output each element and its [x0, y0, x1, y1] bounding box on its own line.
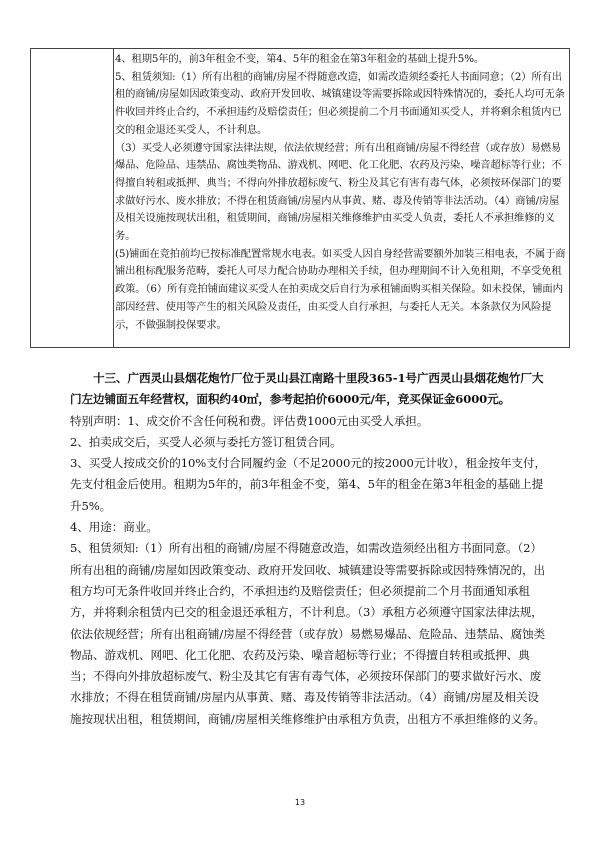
clause-contract: 2、拍卖成交后，买受人必须与委托方签订租赁合同。 [70, 434, 342, 449]
table-terms-cell [115, 51, 567, 334]
table-column-divider [113, 49, 114, 347]
clause-lease-notice: 5、租赁须知:（1）所有出租的商铺/房屋不得随意改造，如需改造须经出租方书面同意。（2）所有出租的商铺/房屋如因政策变动、政府开发回收、城镇建设等需要拆除或因特殊情况的，出租方均可无条件收回并终止合约，不承担违约及赔偿责任；但必须提前二个月书面通知承租方，并将剩余租赁内已交的租金退还承租方，不计利息。（3）承租方必须遵守国家法律法规，依法依规经营；所有出租商铺/房屋不得经营（或存放）易燃易爆品、危险品、违禁品、腐蚀类物品、游戏机、网吧、化工化肥、农药及污染、噪音超标等行业；不得擅自转租或抵押、典当；不得向外排放超标废气、粉尘及其它有害有毒气体，必须按环保部门的要求做好污水、废水排放；不得在租赁商铺/房屋内从事黄、赌、毒及传销等非法活动。（4）商铺/房屋及相关设施按现状出租，租赁期间，商铺/房屋相关维修维护由承租方负责，出租方不承担维修的义务。 [70, 541, 546, 726]
special-statement: 特别声明：1、成交价不含任何税和费。评估费1000元由买受人承担。 [70, 413, 429, 428]
clause-usage: 4、用途：商业。 [70, 520, 158, 535]
terms-table [30, 48, 570, 348]
term-rent-increase: 4、租期5年的，前3年租金不变，第4、5年的租金在第3年租金的基础上提升5%。 [115, 53, 484, 65]
page-number: 13 [294, 798, 306, 807]
term-legal-compliance: （3）买受人必须遵守国家法律法规，依法依规经营；所有出租商铺/房屋不得经营（或存放）易燃易爆品、危险品、违禁品、腐蚀类物品、游戏机、网吧、化工化肥、农药及污染、噪音超标等行业；不得擅自转租或抵押、典当；不得向外排放超标废气、粉尘及其它有害有毒气体，必须按环保部门的要求做好污水、废水排放；不得在租赁商铺/房屋内从事黄、赌、毒及传销等非法活动。（4）商铺/房屋及相关设施按现状出租，租赁期间，商铺/房屋相关维修维护由买受人负责，委托人不承担维修的义务。 [115, 141, 562, 243]
term-lease-notice: 5、租赁须知:（1）所有出租的商铺/房屋不得随意改造，如需改造须经委托人书面同意；（2）所有出租的商铺/房屋如因政策变动、政府开发回收、城镇建设等需要拆除或因特殊情况的，委托人均可无条件收回并终止合约，不承担违约及赔偿责任；但必须提前二个月书面通知买受人，并将剩余租赁内已交的租金退还买受人，不计利息。 [115, 70, 565, 136]
term-meters-insurance: (5)铺面在竞拍前均已按标准配置常规水电表。如买受人因自身经营需要额外加装三相电表，不属于商铺出租标配服务范畴，委托人可尽力配合协助办理相关手续，但办理期间不计入免租期，不享受免租政策。（6）所有竞拍铺面建议买受人在拍卖成交后自行为承租铺面购买相关保险。如未投保，铺面内部因经营、使用等产生的相关风险及责任，由买受人自行承担，与委托人无关。本条款仅为风险提示，不做强制投保要求。 [115, 247, 566, 331]
lot-13-heading: 十三、广西灵山县烟花炮竹厂位于灵山县江南路十里段365-1号广西灵山县烟花炮竹厂大门左边铺面五年经营权，面积约40㎡，参考起拍价6000元/年，竞买保证金6000元。 [70, 371, 544, 407]
clause-deposit-rent: 3、买受人按成交价的10%支付合同履约金（不足2000元的按2000元计收），租金按年支付，先支付租金后使用。租期为5年的，前3年租金不变，第4、5年的租金在第3年租金的基础上提升5%。 [70, 456, 546, 513]
lot-13-section [70, 368, 546, 730]
